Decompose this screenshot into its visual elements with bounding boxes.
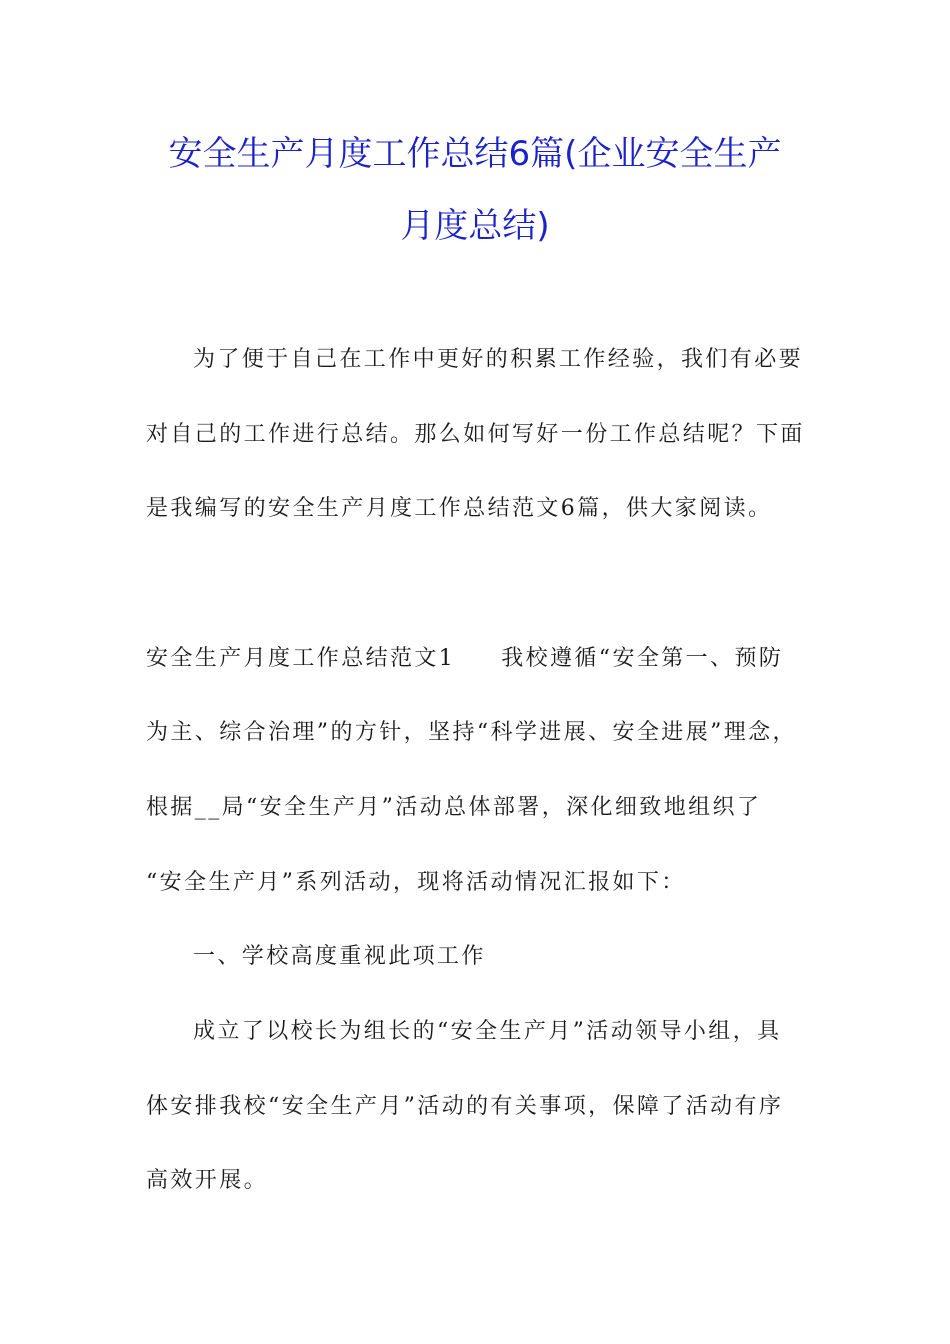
section1-first-line [146, 644, 836, 674]
document-title-line-1: 安全生产月度工作总结6篇(企业安全生产 [168, 134, 782, 174]
section1-para1-line-4: “安全生产月”系列活动，现将活动情况汇报如下： [146, 870, 686, 895]
section1-para2-line-2: 体安排我校“安全生产月”活动的有关事项，保障了活动有序 [146, 1094, 784, 1119]
section1-heading: 安全生产月度工作总结范文1 [146, 646, 456, 671]
section1-para2-line-3: 高效开展。 [146, 1168, 269, 1193]
section1-para1-line-3: 根据__局“安全生产月”活动总体部署，深化细致地组织了 [146, 795, 762, 820]
section1-para1-line-1: 我校遵循“安全第一、预防 [501, 646, 784, 671]
intro-line-2: 对自己的工作进行总结。那么如何写好一份工作总结呢？下面 [146, 422, 805, 447]
section1-para2-line-1: 成立了以校长为组长的“安全生产月”活动领导小组，具 [193, 1019, 782, 1044]
intro-line-1: 为了便于自己在工作中更好的积累工作经验，我们有必要 [193, 347, 804, 372]
document-title-line-2: 月度总结) [400, 206, 550, 246]
section1-para1-line-2: 为主、综合治理”的方针，坚持“科学进展、安全进展”理念， [146, 720, 797, 745]
intro-line-3: 是我编写的安全生产月度工作总结范文6篇，供大家阅读。 [146, 496, 773, 521]
section1-subheading: 一、学校高度重视此项工作 [193, 944, 486, 969]
